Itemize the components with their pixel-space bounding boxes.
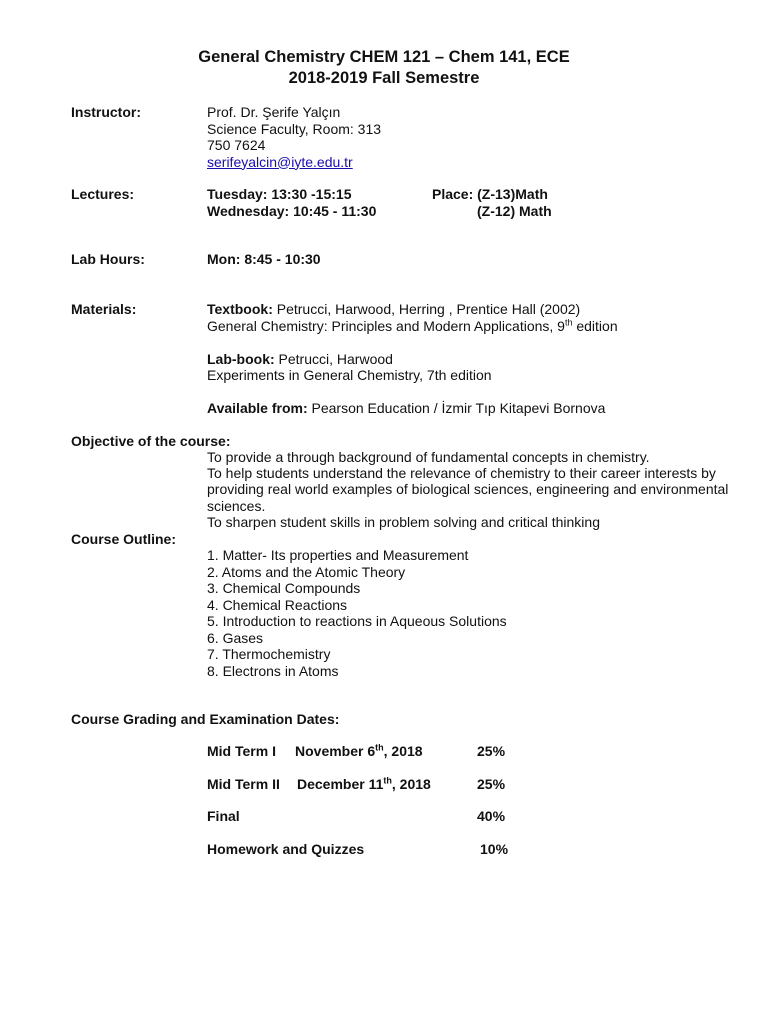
- course-title: General Chemistry CHEM 121 – Chem 141, ECE: [198, 48, 570, 66]
- outline-item: 7. Thermochemistry: [207, 646, 331, 662]
- grading-item-weight: 25%: [477, 743, 506, 759]
- grading-item-date: [297, 776, 431, 793]
- textbook-title: General Chemistry: Principles and Modern Applications, 9: [207, 317, 565, 334]
- objective-line-3: To sharpen student skills in problem solving and critical thinking: [207, 514, 600, 530]
- lab-hours-label: Lab Hours:: [71, 251, 145, 267]
- outline-item: 2. Atoms and the Atomic Theory: [207, 563, 406, 580]
- outline-item: 3. Chemical Compounds: [207, 580, 361, 596]
- textbook-line: [207, 301, 580, 318]
- lab-hours-time: Mon: 8:45 - 10:30: [207, 251, 321, 267]
- grading-item-weight: 40%: [477, 808, 506, 824]
- materials-label: Materials:: [71, 301, 137, 317]
- outline-item: 6. Gases: [207, 629, 264, 646]
- available-label: Available from:: [207, 399, 308, 416]
- instructor-name: Prof. Dr. Şerife Yalçın: [207, 104, 341, 120]
- lectures-label: Lectures:: [71, 186, 135, 202]
- lecture-time-wednesday: Wednesday: 10:45 - 11:30: [207, 202, 377, 219]
- textbook-label: Textbook:: [207, 301, 273, 317]
- outline-item: 5. Introduction to reactions in Aqueous Solutions: [207, 613, 507, 629]
- available-line: [207, 400, 605, 417]
- grading-item-name: Mid Term I: [207, 743, 276, 759]
- outline-label: Course Outline:: [71, 530, 177, 547]
- grading-item-name: Homework and Quizzes: [207, 841, 365, 857]
- grading-item-name: Mid Term II: [207, 776, 280, 792]
- textbook-edition: edition: [572, 317, 618, 334]
- grading-label: Course Grading and Examination Dates:: [71, 711, 340, 727]
- grading-item-name: Final: [207, 808, 240, 824]
- grading-date-year: , 2018: [391, 776, 431, 792]
- grading-date-text: November 6: [295, 743, 376, 759]
- labbook-title: Experiments in General Chemistry, 7th edition: [207, 367, 492, 383]
- grading-item-weight: 25%: [477, 776, 506, 792]
- lecture-place-wednesday: (Z-12) Math: [477, 202, 552, 219]
- grading-item-date: [295, 743, 423, 760]
- grading-item-weight: 10%: [480, 841, 509, 857]
- semester-title: 2018-2019 Fall Semestre: [288, 69, 480, 87]
- instructor-email-line: [207, 154, 353, 171]
- labbook-authors: Petrucci, Harwood: [274, 350, 393, 367]
- textbook-edition-sup: th: [564, 316, 573, 327]
- grading-date-text: December 11: [297, 776, 384, 792]
- grading-date-year: , 2018: [383, 743, 423, 759]
- grading-date-sup: th: [383, 775, 392, 786]
- objective-label: Objective of the course:: [71, 432, 231, 449]
- instructor-phone: 750 7624: [207, 137, 266, 153]
- available-text: Pearson Education / İzmir Tıp Kitapevi Bornova: [307, 399, 606, 416]
- labbook-label: Lab-book:: [207, 350, 275, 367]
- lecture-time-tuesday: Tuesday: 13:30 -15:15: [207, 186, 352, 202]
- outline-item: 8. Electrons in Atoms: [207, 662, 339, 679]
- grading-date-sup: th: [375, 742, 384, 753]
- instructor-label: Instructor:: [71, 104, 141, 120]
- outline-item: 1. Matter- Its properties and Measurement: [207, 547, 469, 563]
- instructor-office: Science Faculty, Room: 313: [207, 120, 382, 137]
- lecture-place-tuesday: Place: (Z-13)Math: [432, 186, 548, 202]
- instructor-email-link[interactable]: serifeyalcin@iyte.edu.tr: [207, 153, 353, 170]
- labbook-line: [207, 351, 393, 368]
- objective-line-1: To provide a through background of fundamental concepts in chemistry.: [207, 448, 650, 465]
- textbook-title-line: [207, 318, 618, 335]
- objective-line-2: To help students understand the relevance of chemistry to their career interests by providing real world examples of biological sciences, engineering and environmental sciences.: [207, 465, 729, 514]
- textbook-authors: Petrucci, Harwood, Herring , Prentice Hall (2002): [272, 301, 581, 317]
- outline-item: 4. Chemical Reactions: [207, 596, 348, 613]
